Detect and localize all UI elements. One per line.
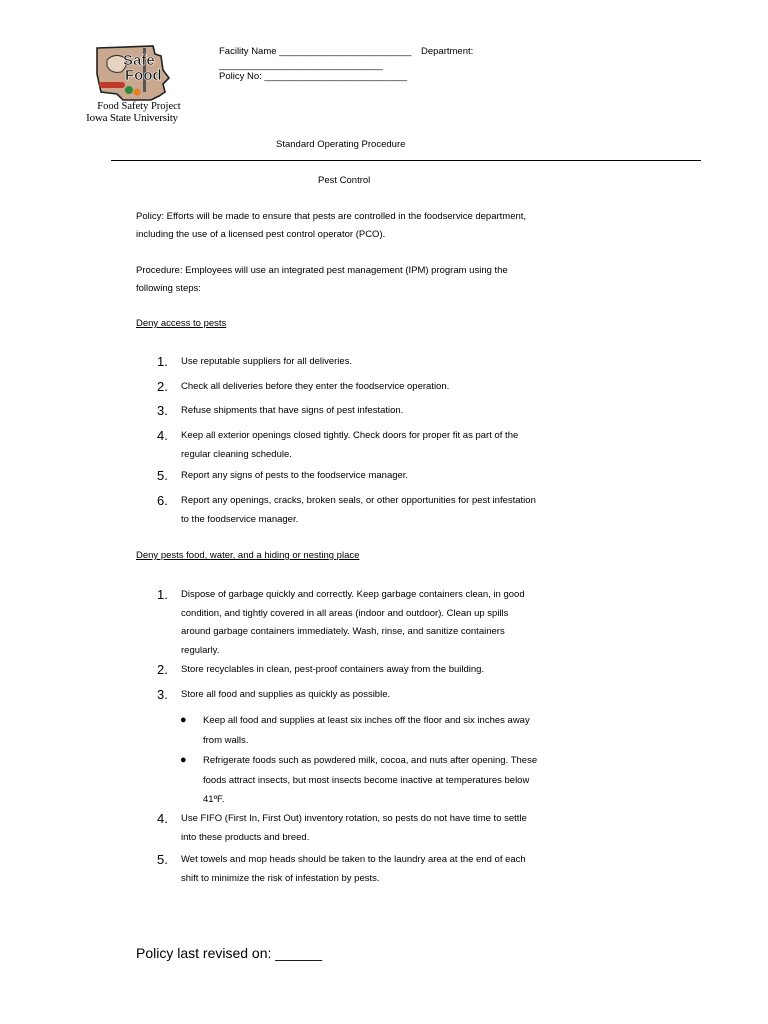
list-number: 2. [157, 662, 168, 677]
policy-line-2: including the use of a licensed pest control operator (PCO). [136, 229, 386, 240]
department-field[interactable]: _______________________________ [219, 60, 383, 71]
list-item: Report any openings, cracks, broken seals, or other opportunities for pest infestation to the foodservice manager. [181, 495, 536, 525]
list-number: 2. [157, 379, 168, 394]
policy-no-field[interactable]: Policy No: ___________________________ [219, 71, 408, 82]
document-heading: Standard Operating Procedure [276, 139, 406, 150]
procedure-line-2: following steps: [136, 283, 201, 294]
list-number: 4. [157, 811, 168, 826]
list-item: Store all food and supplies as quickly as possible. [181, 689, 391, 700]
list-item: Use reputable suppliers for all deliveries. [181, 356, 353, 367]
bullet-dot: ● [180, 754, 187, 766]
list-number: 3. [157, 687, 168, 702]
list-number: 4. [157, 428, 168, 443]
list-item: Store recyclables in clean, pest-proof containers away from the building. [181, 664, 485, 675]
policy-revised-field[interactable]: Policy last revised on: ______ [136, 945, 322, 961]
procedure-line-1: Procedure: Employees will use an integrated pest management (IPM) program using the [136, 265, 508, 276]
list-item: Dispose of garbage quickly and correctly. Keep garbage containers clean, in good condition, and tightly covered in all areas (indoor and outdoor). Clean up spills around garbage containers immediately. Wash, rinse, and sanitize containers regularly. [181, 589, 525, 656]
heading-divider [111, 160, 701, 161]
list-item: Refuse shipments that have signs of pest infestation. [181, 405, 404, 416]
list-number: 6. [157, 493, 168, 508]
list-number: 5. [157, 468, 168, 483]
logo-caption-line1: Food Safety Project [97, 101, 181, 112]
bullet-item: Keep all food and supplies at least six inches off the floor and six inches away from walls. [203, 715, 530, 746]
procedure-paragraph [136, 262, 576, 298]
document-title: Pest Control [318, 175, 371, 186]
bullet-dot: ● [180, 714, 187, 726]
facility-name-field[interactable]: Facility Name _________________________ [219, 46, 412, 57]
policy-line-1: Policy: Efforts will be made to ensure that pests are controlled in the foodservice department, [136, 211, 527, 222]
list-number: 1. [157, 354, 168, 369]
department-label: Department: [421, 46, 474, 57]
bullet-item: Refrigerate foods such as powdered milk, cocoa, and nuts after opening. These foods attract insects, but most insects become inactive at temperatures below 41ºF. [203, 755, 538, 805]
section2-title: Deny pests food, water, and a hiding or nesting place [136, 550, 360, 561]
logo-caption-line2: Iowa State University [86, 112, 178, 124]
logo-brand-line1: Safe [123, 52, 155, 69]
list-item: Use FIFO (First In, First Out) inventory rotation, so pests do not have time to settle into these products and breed. [181, 813, 527, 843]
list-item: Wet towels and mop heads should be taken to the laundry area at the end of each shift to minimize the risk of infestation by pests. [181, 854, 526, 884]
list-number: 3. [157, 403, 168, 418]
list-item: Report any signs of pests to the foodservice manager. [181, 470, 409, 481]
list-item: Keep all exterior openings closed tightly. Check doors for proper fit as part of the regular cleaning schedule. [181, 430, 519, 460]
list-item: Check all deliveries before they enter the foodservice operation. [181, 381, 450, 392]
list-number: 1. [157, 587, 168, 602]
list-number: 5. [157, 852, 168, 867]
section1-title: Deny access to pests [136, 318, 227, 329]
logo-brand-line2: Food [125, 67, 162, 84]
policy-paragraph [136, 208, 576, 244]
